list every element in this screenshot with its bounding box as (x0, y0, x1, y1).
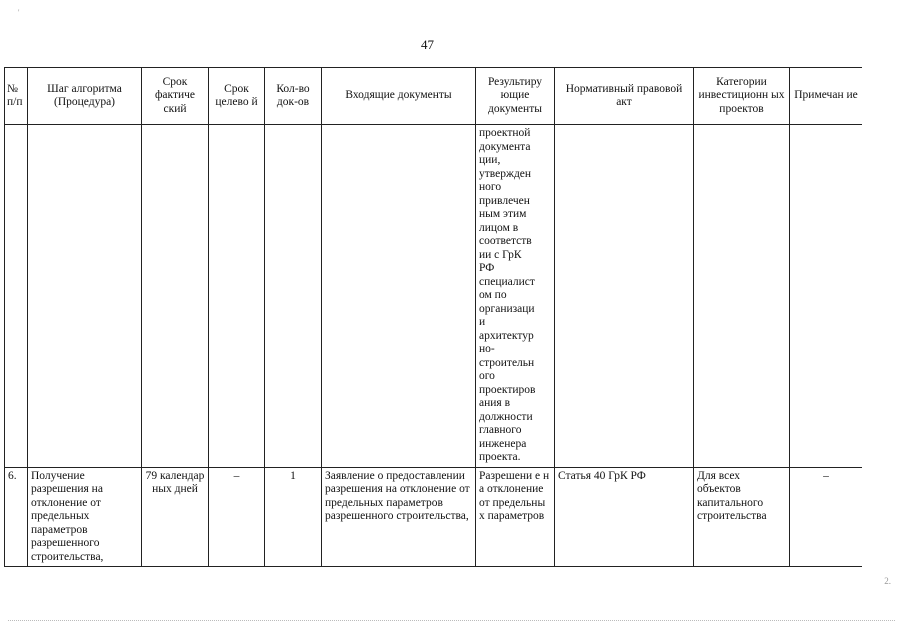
margin-mark: 2. (884, 576, 891, 586)
cell-empty (265, 125, 322, 468)
result-line: ания в (479, 397, 511, 409)
header-result-docs: Результиру ющие документы (476, 68, 555, 125)
result-line: документа (479, 140, 531, 153)
result-line: соответств (479, 235, 532, 247)
result-line: ного (479, 181, 502, 193)
result-line: проекта. (479, 451, 521, 463)
result-line: проектиров (479, 383, 536, 396)
header-normative-act: Нормативный правовой акт (555, 68, 694, 125)
result-line: организаци (479, 302, 535, 315)
result-line: лицом в (479, 221, 519, 234)
header-row (5, 68, 863, 125)
result-line: ии с ГрК (479, 248, 522, 261)
result-line: ным этим (479, 208, 527, 220)
cell-result-continuation (476, 125, 555, 468)
table-row-6 (5, 467, 863, 567)
header-incoming-docs: Входящие документы (322, 68, 476, 125)
cell-incoming-docs: Заявление о предоставлении разрешения на отклонение от предельных параметров разрешенного строительства, (322, 467, 476, 567)
cell-target-term: – (209, 467, 265, 567)
procedure-table (4, 67, 862, 567)
header-project-categories: Категории инвестиционн ых проектов (694, 68, 790, 125)
header-num: № п/п (5, 68, 28, 125)
result-line: РФ (479, 262, 495, 274)
cell-empty (555, 125, 694, 468)
procedure-table-area (4, 67, 862, 591)
table-row-continuation (5, 125, 863, 468)
cell-empty (790, 125, 863, 468)
result-line: но- (479, 343, 495, 355)
result-line: должности (479, 410, 533, 423)
result-line: ого (479, 370, 495, 382)
cell-empty (322, 125, 476, 468)
cell-empty (5, 125, 28, 468)
cell-note: – (790, 467, 863, 567)
cell-num: 6. (5, 467, 28, 567)
header-note: Примечан ие (790, 68, 863, 125)
result-line: ции, (479, 154, 501, 166)
result-line: главного (479, 424, 522, 436)
cell-normative-act: Статья 40 ГрК РФ (555, 467, 694, 567)
bleed-through-rule (8, 620, 895, 622)
result-line: архитектур (479, 329, 534, 342)
scan-corner-mark: ' (18, 8, 20, 17)
cell-project-categories: Для всех объектов капитального строительства (694, 467, 790, 567)
header-step: Шаг алгоритма (Процедура) (28, 68, 142, 125)
result-line: ом по (479, 289, 507, 301)
cell-docs-count: 1 (265, 467, 322, 567)
result-line: инженера (479, 437, 527, 450)
cell-empty (694, 125, 790, 468)
result-line: и (479, 316, 486, 328)
header-docs-count: Кол-во док-ов (265, 68, 322, 125)
page-number: 47 (421, 37, 434, 52)
header-actual-term: Срок фактиче ский (142, 68, 209, 125)
result-line: утвержден (479, 167, 532, 180)
cell-empty (209, 125, 265, 468)
cell-step: Получение разрешения на отклонение от предельных параметров разрешенного строительства, (28, 467, 142, 567)
result-line: проектной (479, 127, 531, 139)
cell-empty (28, 125, 142, 468)
cell-result-docs: Разрешени е на отклонение от предельны х параметров (476, 467, 555, 567)
cell-actual-term: 79 календар ных дней (142, 467, 209, 567)
result-line: привлечен (479, 194, 530, 207)
header-target-term: Срок целево й (209, 68, 265, 125)
result-line: строительн (479, 356, 535, 369)
result-line: специалист (479, 275, 535, 288)
cell-empty (142, 125, 209, 468)
